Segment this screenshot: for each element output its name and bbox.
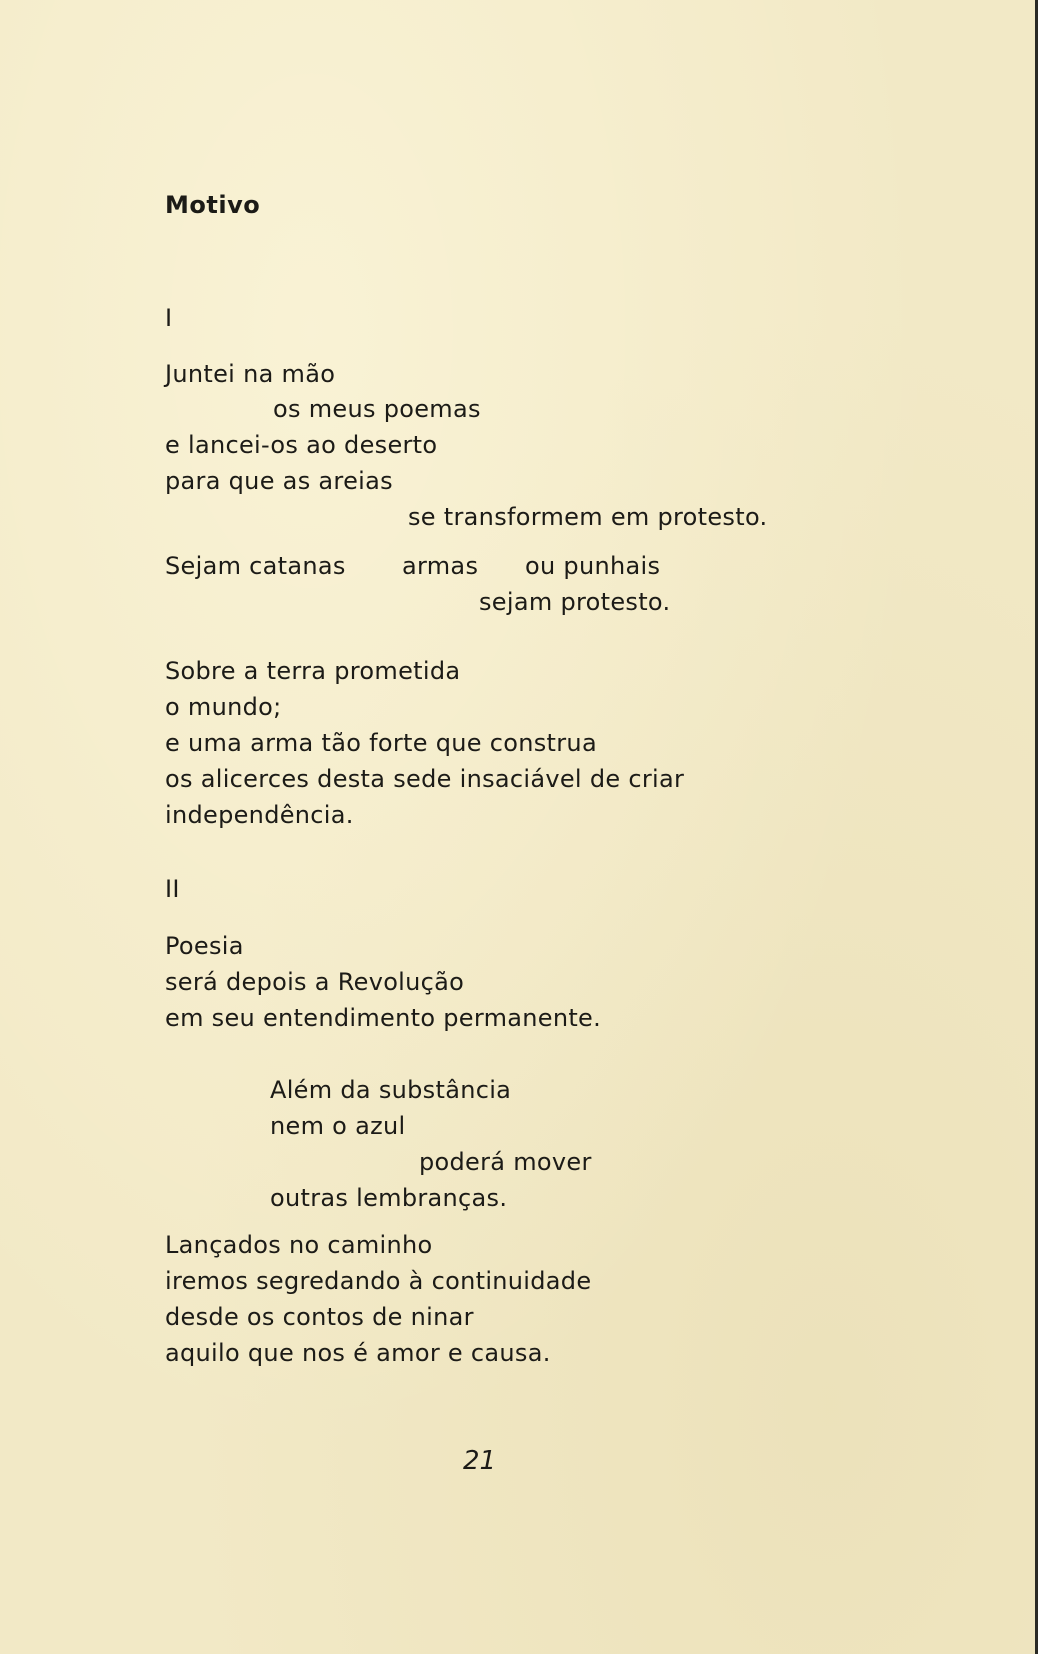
- verse-line: aquilo que nos é amor e causa.: [165, 1339, 551, 1367]
- verse-line: e lancei-os ao deserto: [165, 431, 438, 459]
- verse-line: independência.: [165, 801, 354, 829]
- verse-line: ou punhais: [525, 552, 661, 580]
- verse-line: será depois a Revolução: [165, 968, 465, 996]
- verse-line: outras lembranças.: [270, 1184, 508, 1212]
- verse-line: poderá mover: [419, 1148, 592, 1176]
- verse-line: os meus poemas: [273, 395, 481, 423]
- verse-line: os alicerces desta sede insaciável de criar: [165, 765, 685, 793]
- page-number: 21: [463, 1446, 497, 1476]
- part-numeral-1: I: [165, 304, 173, 332]
- verse-line: se transformem em protesto.: [408, 503, 768, 531]
- verse-line: para que as areias: [165, 467, 393, 495]
- verse-line: Sejam catanas: [165, 552, 346, 580]
- part-numeral-2: II: [165, 875, 180, 903]
- verse-line: em seu entendimento permanente.: [165, 1004, 602, 1032]
- verse-line: sejam protesto.: [479, 588, 671, 616]
- verse-line: Sobre a terra prometida: [165, 657, 461, 685]
- verse-line: armas: [402, 552, 479, 580]
- verse-line: Poesia: [165, 932, 244, 960]
- verse-line: Além da substância: [270, 1076, 512, 1104]
- verse-line: iremos segredando à continuidade: [165, 1267, 592, 1295]
- verse-line: Juntei na mão: [165, 360, 336, 388]
- poem-title: Motivo: [165, 191, 261, 219]
- verse-line: desde os contos de ninar: [165, 1303, 474, 1331]
- verse-line: o mundo;: [165, 693, 282, 721]
- verse-line: nem o azul: [270, 1112, 406, 1140]
- verse-line: Lançados no caminho: [165, 1231, 433, 1259]
- verse-line: e uma arma tão forte que construa: [165, 729, 597, 757]
